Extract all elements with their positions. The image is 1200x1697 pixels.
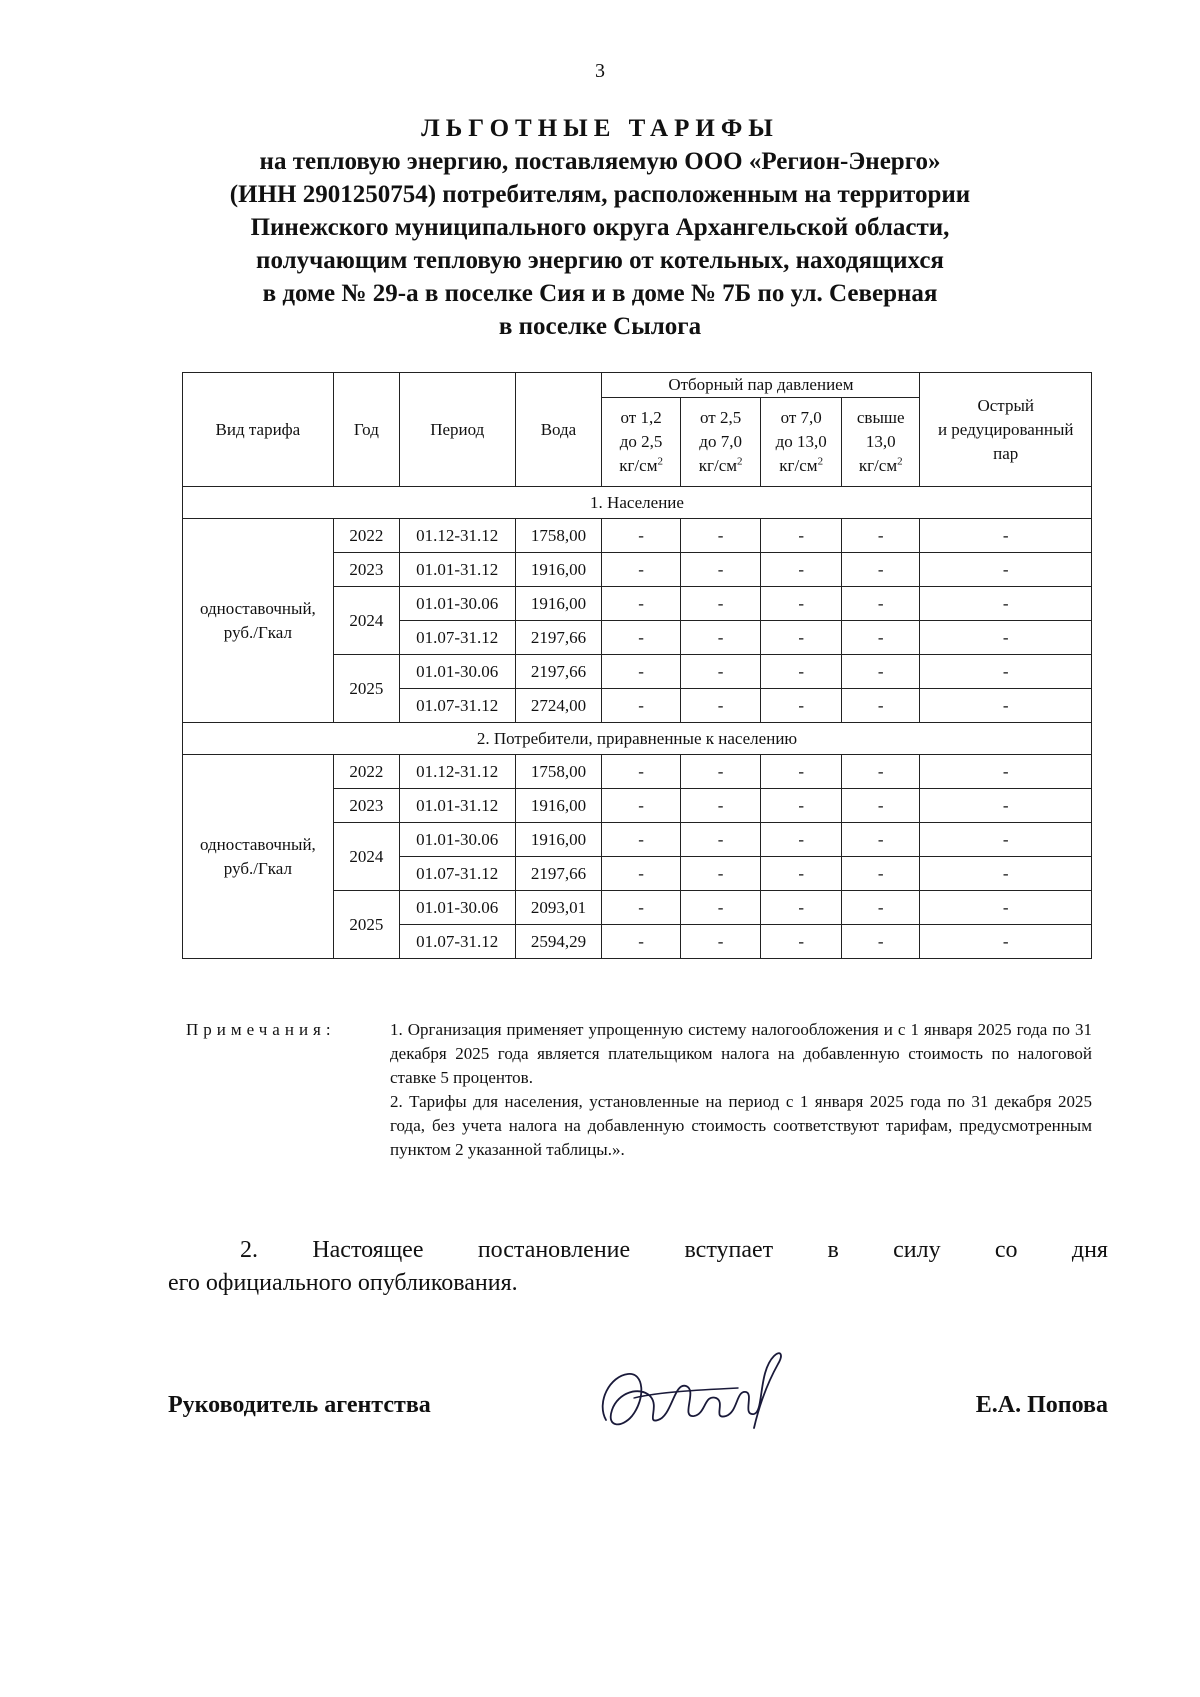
- clause-word: Настоящее: [312, 1237, 424, 1263]
- signer-name: Е.А. Попова: [975, 1392, 1108, 1418]
- empty-value-cell: -: [602, 823, 681, 857]
- table-row: [183, 519, 1092, 553]
- header-steam-4: [841, 398, 920, 487]
- tariff-type-line: руб./Гкал: [223, 622, 292, 642]
- unit-exponent: 2: [737, 455, 743, 468]
- section-title: 1. Население: [183, 487, 1092, 519]
- empty-value-cell: -: [841, 823, 920, 857]
- empty-value-cell: -: [920, 553, 1092, 587]
- period-cell: 01.01-30.06: [399, 823, 515, 857]
- water-tariff-cell: 2197,66: [515, 857, 602, 891]
- period-cell: 01.01-31.12: [399, 789, 515, 823]
- section-row: [183, 723, 1092, 755]
- empty-value-cell: -: [602, 857, 681, 891]
- empty-value-cell: -: [920, 823, 1092, 857]
- clause-word: дня: [1071, 1237, 1108, 1263]
- period-cell: 01.01-30.06: [399, 587, 515, 621]
- page-number: 3: [595, 60, 605, 82]
- header-sharp-steam-line: Острый: [977, 395, 1034, 415]
- table-header-row: [183, 373, 1092, 398]
- empty-value-cell: -: [841, 755, 920, 789]
- empty-value-cell: -: [761, 823, 842, 857]
- empty-value-cell: -: [761, 587, 842, 621]
- header-steam-3: [761, 398, 842, 487]
- empty-value-cell: -: [920, 689, 1092, 723]
- empty-value-cell: -: [761, 689, 842, 723]
- header-steam-group: Отборный пар давлением: [602, 373, 920, 398]
- empty-value-cell: -: [920, 587, 1092, 621]
- title-line: (ИНН 2901250754) потребителям, расположенным на территории: [229, 181, 971, 208]
- year-cell: 2023: [333, 553, 399, 587]
- water-tariff-cell: 2197,66: [515, 655, 602, 689]
- tariff-type-cell: [183, 755, 334, 959]
- title-line: в доме № 29-а в поселке Сия и в доме № 7Б по ул. Северная: [262, 280, 938, 307]
- period-cell: 01.07-31.12: [399, 925, 515, 959]
- empty-value-cell: -: [602, 789, 681, 823]
- header-steam-2: [680, 398, 761, 487]
- empty-value-cell: -: [602, 689, 681, 723]
- section-title: 2. Потребители, приравненные к населению: [183, 723, 1092, 755]
- year-cell: 2023: [333, 789, 399, 823]
- tariff-type-line: одноставочный,: [200, 598, 316, 618]
- header-line: свыше: [856, 408, 905, 427]
- header-year: Год: [333, 373, 399, 487]
- clause-word: 2.: [240, 1237, 258, 1263]
- unit-exponent: 2: [897, 455, 903, 468]
- empty-value-cell: -: [920, 655, 1092, 689]
- header-line: до 13,0: [775, 432, 827, 451]
- water-tariff-cell: 1916,00: [515, 587, 602, 621]
- water-tariff-cell: 2594,29: [515, 925, 602, 959]
- signature-block: [168, 1392, 1108, 1472]
- period-cell: 01.01-30.06: [399, 891, 515, 925]
- water-tariff-cell: 2093,01: [515, 891, 602, 925]
- clause-line: его официального опубликования.: [168, 1270, 518, 1296]
- header-unit: [844, 454, 918, 478]
- empty-value-cell: -: [841, 857, 920, 891]
- header-line: от 1,2: [620, 408, 662, 427]
- signer-position: Руководитель агентства: [168, 1392, 431, 1418]
- header-unit: [683, 454, 759, 478]
- empty-value-cell: -: [680, 857, 761, 891]
- empty-value-cell: -: [602, 587, 681, 621]
- empty-value-cell: -: [680, 789, 761, 823]
- header-line: до 2,5: [619, 432, 663, 451]
- water-tariff-cell: 2724,00: [515, 689, 602, 723]
- header-sharp-steam-line: пар: [993, 443, 1019, 463]
- water-tariff-cell: 1916,00: [515, 553, 602, 587]
- empty-value-cell: -: [680, 621, 761, 655]
- empty-value-cell: -: [841, 689, 920, 723]
- header-sharp-steam: [920, 373, 1092, 487]
- year-cell: 2022: [333, 519, 399, 553]
- empty-value-cell: -: [602, 655, 681, 689]
- empty-value-cell: -: [920, 857, 1092, 891]
- unit-text: кг/см: [779, 456, 818, 475]
- tariff-type-line: руб./Гкал: [223, 858, 292, 878]
- water-tariff-cell: 1916,00: [515, 789, 602, 823]
- empty-value-cell: -: [841, 621, 920, 655]
- header-tariff-type: Вид тарифа: [183, 373, 334, 487]
- title-heading: ЛЬГОТНЫЕ ТАРИФЫ: [421, 115, 779, 142]
- header-line: до 7,0: [699, 432, 742, 451]
- unit-exponent: 2: [657, 455, 663, 468]
- water-tariff-cell: 1758,00: [515, 755, 602, 789]
- empty-value-cell: -: [841, 891, 920, 925]
- tariff-type-line: одноставочный,: [200, 834, 316, 854]
- empty-value-cell: -: [680, 587, 761, 621]
- empty-value-cell: -: [602, 755, 681, 789]
- year-cell: 2025: [333, 655, 399, 723]
- note-item: 1. Организация применяет упрощенную систему налогообложения и с 1 января 2025 года по 31 декабря 2025 года является плательщиком налога на добавленную стоимость по налоговой ставке 5 процентов.: [390, 1020, 1092, 1087]
- empty-value-cell: -: [841, 553, 920, 587]
- water-tariff-cell: 1758,00: [515, 519, 602, 553]
- empty-value-cell: -: [602, 891, 681, 925]
- empty-value-cell: -: [602, 621, 681, 655]
- empty-value-cell: -: [680, 823, 761, 857]
- header-unit: [763, 454, 839, 478]
- empty-value-cell: -: [761, 891, 842, 925]
- section-row: [183, 487, 1092, 519]
- empty-value-cell: -: [920, 925, 1092, 959]
- empty-value-cell: -: [761, 857, 842, 891]
- period-cell: 01.07-31.12: [399, 621, 515, 655]
- title-line: на тепловую энергию, поставляемую ООО «Регион-Энерго»: [259, 148, 941, 175]
- empty-value-cell: -: [761, 789, 842, 823]
- clause-word: в: [827, 1237, 839, 1263]
- water-tariff-cell: 2197,66: [515, 621, 602, 655]
- empty-value-cell: -: [841, 519, 920, 553]
- empty-value-cell: -: [680, 755, 761, 789]
- clause-word: силу: [893, 1237, 941, 1263]
- period-cell: 01.07-31.12: [399, 857, 515, 891]
- empty-value-cell: -: [680, 655, 761, 689]
- year-cell: 2025: [333, 891, 399, 959]
- empty-value-cell: -: [920, 755, 1092, 789]
- empty-value-cell: -: [841, 925, 920, 959]
- clause-paragraph: [168, 1234, 1108, 1300]
- empty-value-cell: -: [761, 519, 842, 553]
- year-cell: 2024: [333, 823, 399, 891]
- handwritten-signature: [588, 1332, 788, 1442]
- header-unit: [604, 454, 678, 478]
- header-line: от 7,0: [780, 408, 822, 427]
- unit-exponent: 2: [817, 455, 824, 468]
- header-period: Период: [399, 373, 515, 487]
- empty-value-cell: -: [920, 621, 1092, 655]
- empty-value-cell: -: [761, 755, 842, 789]
- period-cell: 01.12-31.12: [399, 755, 515, 789]
- empty-value-cell: -: [680, 519, 761, 553]
- header-line: от 2,5: [700, 408, 742, 427]
- year-cell: 2024: [333, 587, 399, 655]
- title-line: Пинежского муниципального округа Архангельской области,: [250, 214, 950, 241]
- clause-line: [168, 1234, 1108, 1267]
- header-line: 13,0: [865, 432, 896, 451]
- empty-value-cell: -: [761, 621, 842, 655]
- period-cell: 01.07-31.12: [399, 689, 515, 723]
- clause-word: вступает: [684, 1237, 774, 1263]
- tariffs-table: [182, 372, 1092, 959]
- unit-text: кг/см: [698, 456, 737, 475]
- empty-value-cell: -: [920, 789, 1092, 823]
- empty-value-cell: -: [841, 587, 920, 621]
- header-steam-1: [602, 398, 681, 487]
- empty-value-cell: -: [920, 891, 1092, 925]
- unit-text: кг/см: [858, 456, 898, 475]
- notes-label: Примечания:: [186, 1020, 336, 1039]
- empty-value-cell: -: [761, 553, 842, 587]
- clause-word: со: [994, 1237, 1018, 1263]
- unit-text: кг/см: [619, 456, 658, 475]
- header-water: Вода: [515, 373, 602, 487]
- period-cell: 01.12-31.12: [399, 519, 515, 553]
- table-body: [183, 373, 1092, 959]
- header-sharp-steam-line: и редуцированный: [937, 419, 1074, 439]
- empty-value-cell: -: [680, 553, 761, 587]
- note-item: 2. Тарифы для населения, установленные на период с 1 января 2025 года по 31 декабря 2025 года, без учета налога на добавленную стоимость соответствуют тарифам, предусмотренным пунктом 2 указанной таблицы.».: [390, 1092, 1092, 1159]
- empty-value-cell: -: [841, 655, 920, 689]
- empty-value-cell: -: [761, 925, 842, 959]
- period-cell: 01.01-31.12: [399, 553, 515, 587]
- title-line: в поселке Сылога: [498, 313, 702, 340]
- empty-value-cell: -: [841, 789, 920, 823]
- empty-value-cell: -: [761, 655, 842, 689]
- tariff-type-cell: [183, 519, 334, 723]
- notes-body: [390, 1018, 1092, 1162]
- clause-word: постановление: [477, 1237, 631, 1263]
- empty-value-cell: -: [602, 553, 681, 587]
- empty-value-cell: -: [680, 925, 761, 959]
- period-cell: 01.01-30.06: [399, 655, 515, 689]
- year-cell: 2022: [333, 755, 399, 789]
- empty-value-cell: -: [602, 519, 681, 553]
- table-row: [183, 755, 1092, 789]
- water-tariff-cell: 1916,00: [515, 823, 602, 857]
- empty-value-cell: -: [920, 519, 1092, 553]
- title-line: получающим тепловую энергию от котельных, находящихся: [256, 247, 944, 274]
- empty-value-cell: -: [680, 891, 761, 925]
- empty-value-cell: -: [602, 925, 681, 959]
- empty-value-cell: -: [680, 689, 761, 723]
- document-title: [0, 112, 1200, 343]
